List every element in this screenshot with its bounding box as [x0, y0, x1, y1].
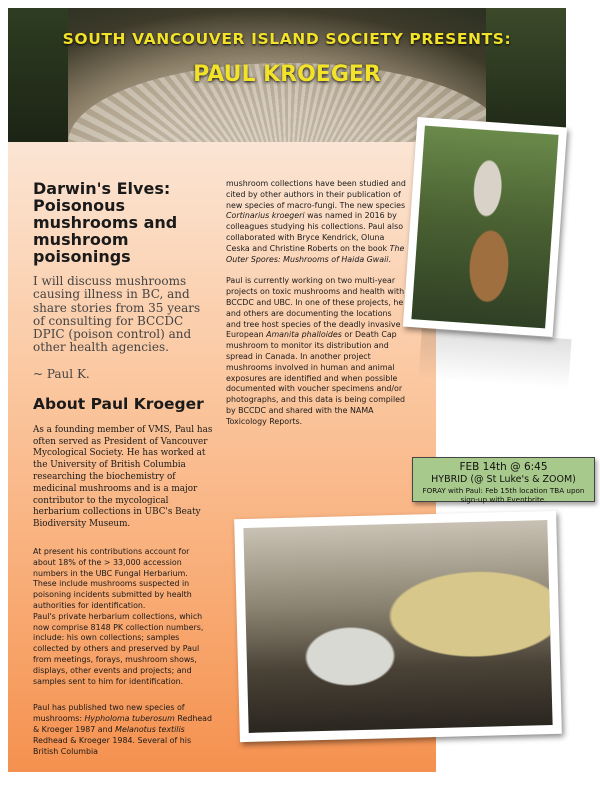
- about-paragraph: Paul's private herbarium collections, which now comprise 8148 PK collection numbers, include: his own collections; samples collected by others and preserved by Paul from meetings, forays, mushroom shows, displays, other events and projects; and samples sent to him for identification.: [33, 611, 204, 686]
- species-name: Amanita phalloides: [266, 330, 342, 340]
- bio-paragraph: mushroom collections have been studied and cited by other authors in their publication of new species of macro-fungi. The new species Cortinarius kroegeri was named in 2016 by colleagues studying his collections. Paul also collaborated with Bryce Kendrick, Oluna Ceska and Christine Roberts on the book The Outer Spores: Mushrooms of Haida Gwaii.: [226, 179, 406, 264]
- bio-paragraph: Paul is currently working on two multi-year projects on toxic mushrooms and health with BCCDC and UBC. In one of these projects, he and others are documenting the locations and tree host species of the deadly invasive European Amanita phalloides or Death Cap mushroom to monitor its distribution and spread in Canada. In another project mushrooms involved in human and animal exposures are identified and when possible documented with voucher specimens and/or photographs, and this data is being compiled by BCCDC and shared with the NAMA Toxicology Reports.: [226, 276, 406, 426]
- speaker-photo-giant-mushroom: [234, 511, 562, 742]
- speaker-photo-forest: [403, 117, 567, 337]
- about-paragraph: Paul has published two new species of mushrooms: Hypholoma tuberosum Redhead & Kroeger 1987 and Melanotus textilis Redhead & Kroeger 1984. Several of his British Columbia: [33, 703, 213, 756]
- left-column: [33, 180, 213, 757]
- middle-column: [226, 179, 406, 428]
- species-name: Hypholoma tuberosum: [84, 714, 175, 724]
- about-paragraph: At present his contributions account for about 18% of the > 33,000 accession numbers in the UBC Fungal Herbarium. These include mushrooms suspected in poisoning incidents submitted by health authorities for identification.: [33, 546, 192, 610]
- event-format: HYBRID (@ St Luke's & ZOOM): [431, 474, 576, 485]
- event-date: FEB 14th @ 6:45: [459, 461, 548, 473]
- society-title: SOUTH VANCOUVER ISLAND SOCIETY PRESENTS:: [62, 30, 512, 48]
- talk-signature: ~ Paul K.: [33, 366, 90, 381]
- photo-image: [243, 520, 552, 733]
- photo-reflection: [418, 329, 571, 389]
- event-info-box: [412, 457, 595, 502]
- species-name: Melanotus textilis: [115, 724, 185, 734]
- event-foray: FORAY with Paul: Feb 15th location TBA upon sign-up with Eventbrite.: [422, 486, 585, 504]
- about-heading: About Paul Kroeger: [33, 394, 204, 413]
- photo-image: [411, 126, 558, 329]
- about-paragraph: As a founding member of VMS, Paul has often served as President of Vancouver Mycological Society. He has worked at the University of British Columbia researching the biochemistry of medicinal mushrooms and is a major contributor to the mycological herbarium collections in UBC's Beaty Biodiversity Museum.: [33, 424, 213, 530]
- species-name: Cortinarius kroegeri: [226, 211, 305, 221]
- book-title: The Outer Spores: Mushrooms of Haida Gwaii: [226, 243, 405, 264]
- talk-title: Darwin's Elves: Poisonous mushrooms and mushroom poisonings: [33, 179, 178, 266]
- speaker-name: PAUL KROEGER: [193, 62, 381, 87]
- talk-description: I will discuss mushrooms causing illness in BC, and share stories from 35 years of consulting for BCCDC DPIC (poison control) and other health agencies.: [33, 274, 201, 355]
